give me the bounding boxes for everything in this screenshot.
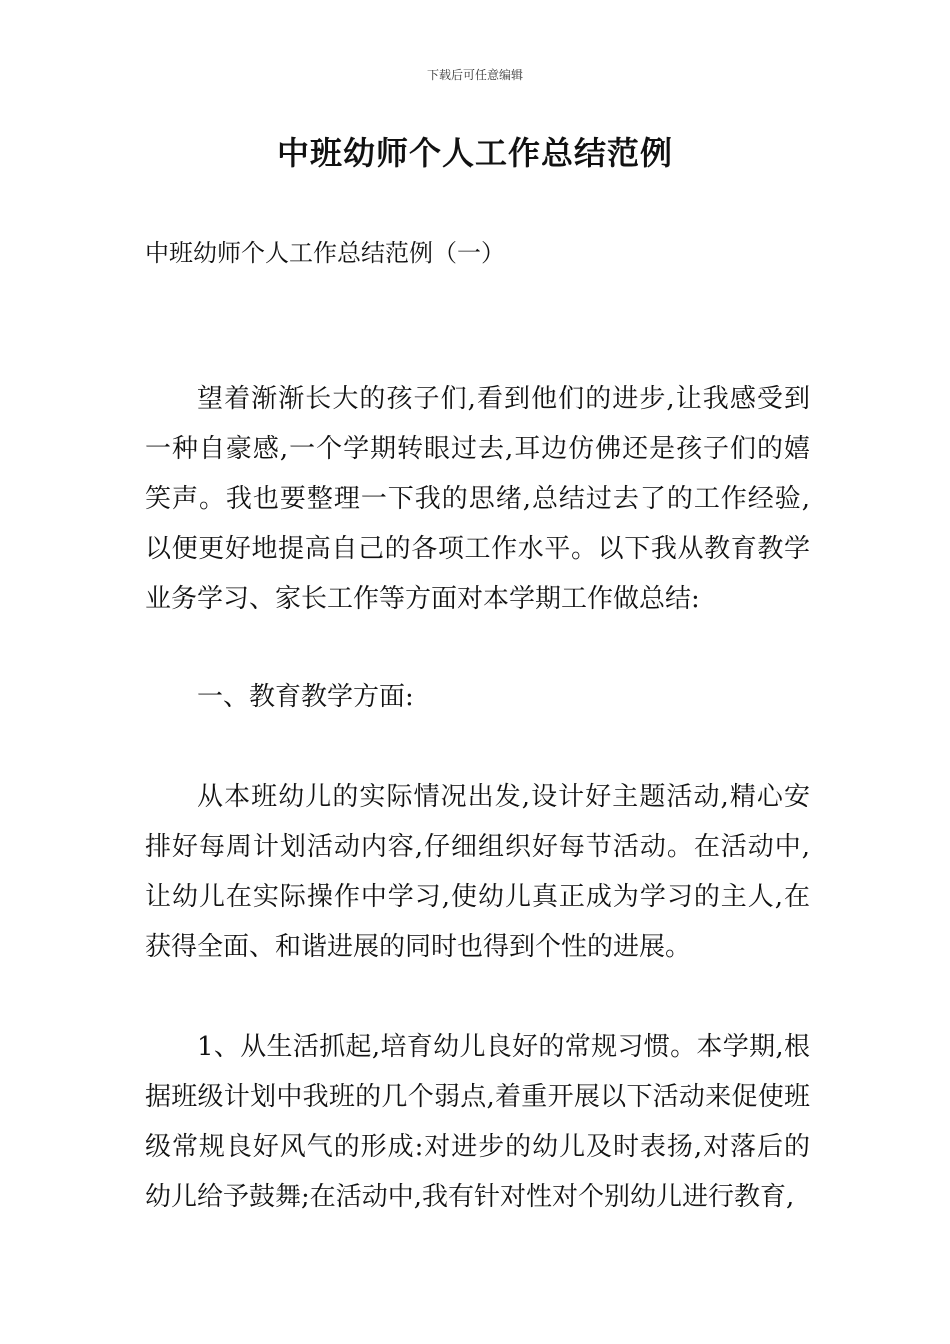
paragraph: 1、从生活抓起,培育幼儿良好的常规习惯。本学期,根据班级计划中我班的几个弱点,着重开展以下活动来促使班级常规良好风气的形成:对进步的幼儿及时表扬,对落后的幼儿给予鼓舞;在活动中,我有针对性对个别幼儿进行教育,: [145, 1032, 810, 1212]
section-heading: 一、教育教学方面:: [197, 682, 414, 712]
paragraph: 从本班幼儿的实际情况出发,设计好主题活动,精心安排好每周计划活动内容,仔细组织好每节活动。在活动中,让幼儿在实际操作中学习,使幼儿真正成为学习的主人,在获得全面、和谐进展的同时也得到个性的进展。: [145, 782, 810, 962]
document-title: 中班幼师个人工作总结范例: [276, 134, 673, 172]
paragraph: 望着渐渐长大的孩子们,看到他们的进步,让我感受到一种自豪感,一个学期转眼过去,耳边仿佛还是孩子们的嬉笑声。我也要整理一下我的思绪,总结过去了的工作经验,以便更好地提高自己的各项工作水平。以下我从教育教学业务学习、家长工作等方面对本学期工作做总结:: [145, 384, 810, 614]
document-subtitle: 中班幼师个人工作总结范例（一）: [145, 239, 505, 267]
header-note: 下载后可任意编辑: [426, 68, 523, 82]
